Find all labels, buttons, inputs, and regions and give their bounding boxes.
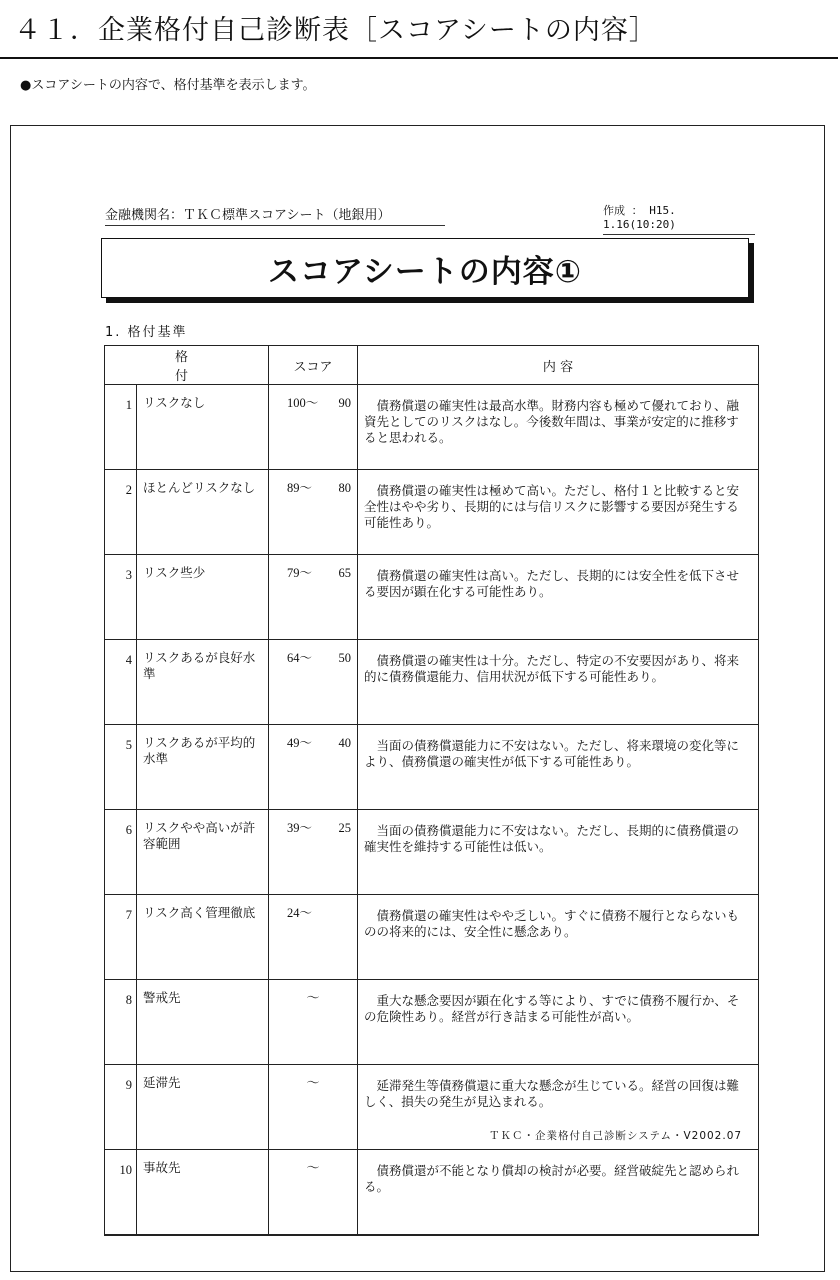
page-subtitle: ●スコアシートの内容で、格付基準を表示します。 [20, 78, 316, 93]
grade-description: 当面の債務償還能力に不安はない。ただし、将来環境の変化等により、債務償還の確実性が低下する可能性あり。 [358, 725, 759, 810]
system-footer: ＴＫＣ・企業格付自己診断システム・V2002.07 [489, 1130, 743, 1142]
grade-description: 債務償還の確実性は高い。ただし、長期的には安全性を低下させる要因が顕在化する可能性あり。 [358, 555, 759, 640]
score-from: 100～ [287, 396, 319, 410]
score-from: 24～ [287, 906, 313, 920]
score-from: 39～ [287, 821, 313, 835]
grade-description: 重大な懸念要因が顕在化する等により、すでに債務不履行か、その危険性あり。経営が行き詰まる可能性が高い。 [358, 980, 759, 1065]
grade-label: 警戒先 [137, 980, 269, 1065]
score-range [269, 470, 358, 555]
grade-label: リスク些少 [137, 555, 269, 640]
column-header-content-right: 容 [560, 359, 574, 375]
column-header-content-left: 内 [542, 359, 556, 375]
page-title: ４１．企業格付自己診断表［スコアシートの内容］ [14, 15, 657, 46]
score-range [269, 640, 358, 725]
column-header-content [358, 346, 759, 385]
table-row [105, 640, 759, 725]
score-to: 90 [338, 396, 352, 410]
row-number: 8 [105, 980, 137, 1065]
table-row [105, 810, 759, 895]
grade-label: リスクやや高いが許容範囲 [137, 810, 269, 895]
grade-description: 延滞発生等債務償還に重大な懸念が生じている。経営の回復は難しく、損失の発生が見込まれる。 [358, 1065, 759, 1150]
row-number: 3 [105, 555, 137, 640]
grade-label: リスクあるが平均的水準 [137, 725, 269, 810]
score-range [269, 385, 358, 470]
table-row [105, 1150, 759, 1236]
created-timestamp: 作成 ： H15. 1.16(10:20) [603, 202, 755, 235]
grade-description: 債務償還の確実性はやや乏しい。すぐに債務不履行とならないものの将来的には、安全性に懸念あり。 [358, 895, 759, 980]
institution-name: 金融機関名：ＴＫＣ標準スコアシート（地銀用） [105, 204, 445, 226]
row-number: 6 [105, 810, 137, 895]
score-to: 25 [338, 821, 352, 835]
score-range-tilde: ～ [306, 990, 320, 1005]
grade-label: 延滞先 [137, 1065, 269, 1150]
row-number: 5 [105, 725, 137, 810]
table-row [105, 470, 759, 555]
grade-description: 債務償還の確実性は極めて高い。ただし、格付１と比較すると安全性はやや劣り、長期的には与信リスクに影響する要因が発生する可能性あり。 [358, 470, 759, 555]
score-sheet-page [10, 125, 825, 1272]
column-header-grade: 格付 [105, 346, 269, 385]
score-range [269, 810, 358, 895]
sheet-banner-title: スコアシートの内容① [101, 238, 749, 298]
grade-label: リスクあるが良好水準 [137, 640, 269, 725]
score-to: 80 [338, 481, 352, 495]
score-from: 49～ [287, 736, 313, 750]
score-range [269, 725, 358, 810]
grade-description: 債務償還の確実性は十分。ただし、特定の不安要因があり、将来的に債務償還能力、信用状況が低下する可能性あり。 [358, 640, 759, 725]
row-number: 4 [105, 640, 137, 725]
score-range [269, 555, 358, 640]
grade-label: リスクなし [137, 385, 269, 470]
table-row [105, 725, 759, 810]
score-to: 65 [338, 566, 352, 580]
table-row [105, 980, 759, 1065]
table-row [105, 385, 759, 470]
grade-description: 当面の債務償還能力に不安はない。ただし、長期的に債務償還の確実性を維持する可能性は低い。 [358, 810, 759, 895]
score-range [269, 1065, 358, 1150]
rating-criteria-table [104, 345, 759, 1236]
score-range-tilde: ～ [306, 1160, 320, 1175]
section-heading: 1. 格付基準 [105, 325, 188, 340]
score-range [269, 1150, 358, 1236]
score-range [269, 895, 358, 980]
score-from: 89～ [287, 481, 313, 495]
score-to: 40 [338, 736, 352, 750]
column-header-score: スコア [269, 346, 358, 385]
score-range [269, 980, 358, 1065]
grade-label: 事故先 [137, 1150, 269, 1236]
score-from: 64～ [287, 651, 313, 665]
table-row [105, 895, 759, 980]
row-number: 2 [105, 470, 137, 555]
row-number: 9 [105, 1065, 137, 1150]
row-number: 1 [105, 385, 137, 470]
grade-label: ほとんどリスクなし [137, 470, 269, 555]
row-number: 10 [105, 1150, 137, 1236]
score-to: 50 [338, 651, 352, 665]
title-rule [0, 57, 838, 59]
grade-description: 債務償還が不能となり償却の検討が必要。経営破綻先と認められる。 [358, 1150, 759, 1236]
score-from: 79～ [287, 566, 313, 580]
table-header-row [105, 346, 759, 385]
row-number: 7 [105, 895, 137, 980]
grade-label: リスク高く管理徹底 [137, 895, 269, 980]
table-row [105, 555, 759, 640]
score-range-tilde: ～ [306, 1075, 320, 1090]
grade-description: 債務償還の確実性は最高水準。財務内容も極めて優れており、融資先としてのリスクはなし。今後数年間は、事業が安定的に推移すると思われる。 [358, 385, 759, 470]
